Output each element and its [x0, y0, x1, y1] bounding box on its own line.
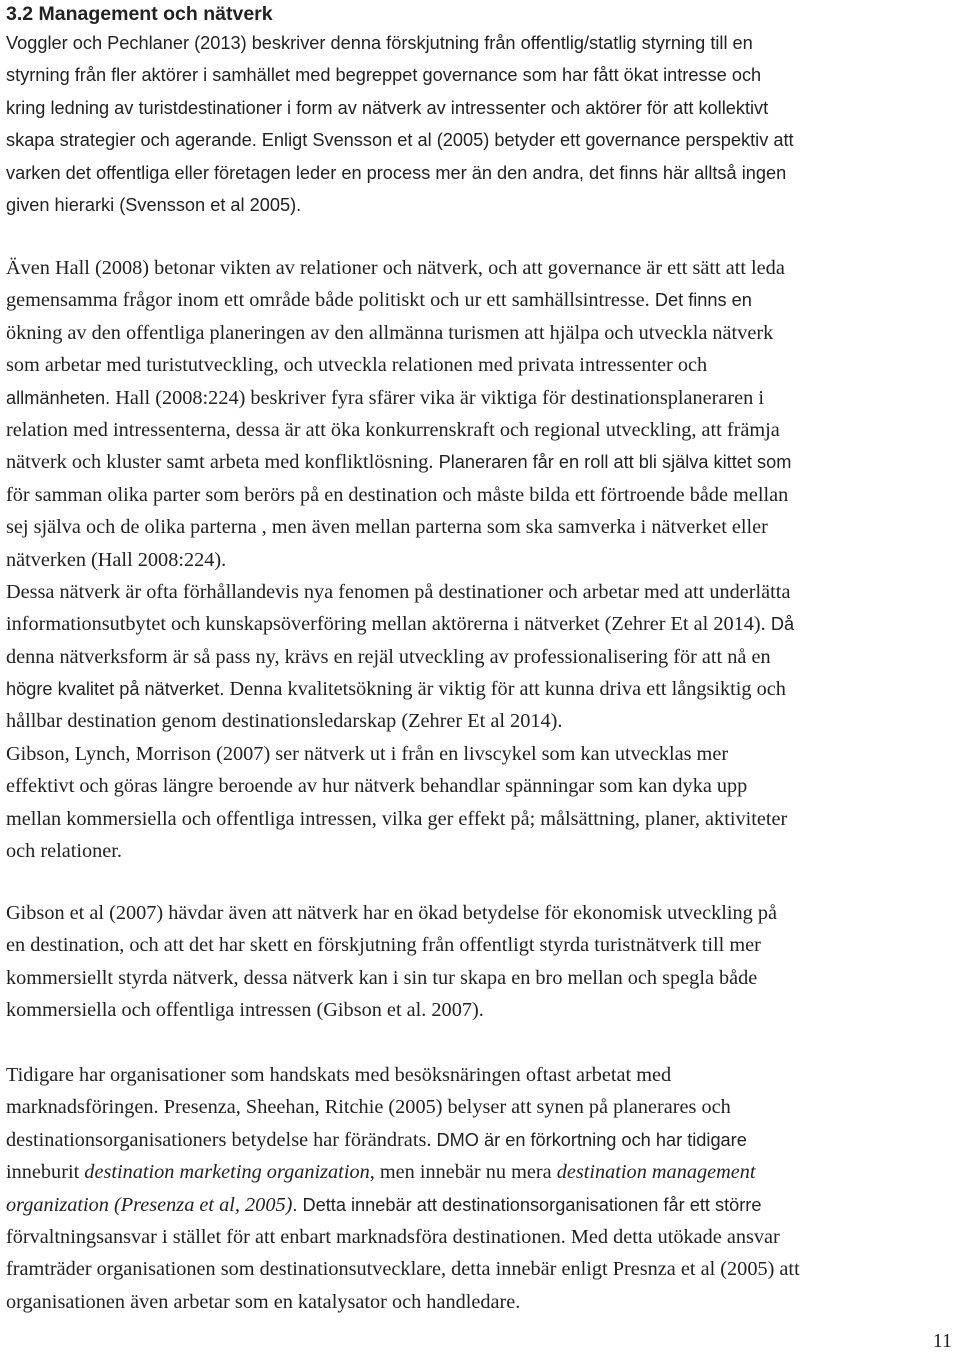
text-run: Då [770, 614, 795, 635]
paragraph-3 [6, 897, 958, 1027]
text-run: högre kvalitet på nätverket. [6, 679, 225, 700]
text-line: förvaltningsansvar i stället för att enbart marknadsföra destinationen. Med detta utökade ansvar [6, 1225, 780, 1248]
text-line: sej själva och de olika parterna , men även mellan parterna som ska samverka i nätverket eller [6, 516, 768, 539]
text-run: Denna kvalitetsökning är viktig för att kunna driva ett långsiktig och [229, 678, 786, 701]
text-run: , men innebär nu mera [369, 1161, 557, 1184]
page-number: 11 [932, 1330, 952, 1352]
text-line: denna nätverksform är så pass ny, krävs en rejäl utveckling av professionalisering för att nå en [6, 645, 771, 668]
section-heading: 3.2 Management och nätverk [6, 3, 273, 25]
text-line: som arbetar med turistutveckling, och utveckla relationen med privata intressenter och [6, 354, 708, 377]
text-run: nätverk och kluster samt arbeta med konfliktlösning. [6, 451, 434, 474]
text-line: Tidigare har organisationer som handskats med besöksnäringen oftast arbetat med [6, 1064, 672, 1086]
text-line [6, 284, 958, 316]
italic-run: organization (Presenza et al, 2005) [6, 1193, 293, 1216]
text-line: mellan kommersiella och offentliga intressen, vilka ger effekt på; målsättning, planer, aktiviteter [6, 807, 788, 830]
text-line [6, 446, 958, 478]
paragraph-2 [6, 252, 958, 867]
text-line [6, 1124, 958, 1156]
text-line: relation med intressenterna, dessa är att öka konkurrenskraft och regional utveckling, att främja [6, 418, 780, 441]
text-line: kring ledning av turistdestinationer i form av nätverk av intressenter och aktörer för att kollektivt [6, 97, 769, 118]
text-line [6, 1189, 958, 1221]
text-line: hållbar destination genom destinationsledarskap (Zehrer Et al 2014). [6, 710, 563, 733]
text-run: gemensamma frågor inom ett område både politiskt och ur ett samhällsintresse. [6, 289, 650, 312]
text-line: för samman olika parter som berörs på en destination och måste bilda ett förtroende både mellan [6, 483, 789, 506]
paragraph-1 [6, 27, 958, 221]
text-line: styrning från fler aktörer i samhället med begreppet governance som har fått ökat intresse och [6, 65, 762, 86]
italic-run: destination management [556, 1161, 756, 1184]
text-line [6, 673, 958, 705]
text-line: framträder organisationen som destinationsutvecklare, detta innebär enligt Presnza et al (2005) att [6, 1258, 800, 1281]
text-line [6, 1156, 958, 1188]
text-line: marknadsföringen. Presenza, Sheehan, Ritchie (2005) belyser att synen på planerares och [6, 1096, 731, 1119]
text-line: kommersiella och offentliga intressen (Gibson et al. 2007). [6, 999, 484, 1022]
text-line: kommersiellt styrda nätverk, dessa nätverk kan i sin tur skapa en bro mellan och spegla både [6, 966, 758, 989]
text-line: organisationen även arbetar som en katalysator och handledare. [6, 1290, 521, 1313]
paragraph-4 [6, 1059, 958, 1318]
text-run: destinationsorganisationers betydelse har förändrats. [6, 1128, 432, 1151]
text-line: Dessa nätverk är ofta förhållandevis nya fenomen på destinationer och arbetar med att underlätta [6, 580, 791, 603]
text-line: given hierarki (Svensson et al 2005). [6, 194, 302, 215]
text-line: Gibson, Lynch, Morrison (2007) ser nätverk ut i från en livscykel som kan utvecklas mer [6, 742, 729, 765]
text-run: allmänheten. [6, 387, 111, 408]
text-run: . Detta innebär att destinationsorganisationen får ett större [292, 1194, 762, 1215]
text-run: Planeraren får en roll att bli själva kittet som [438, 452, 792, 473]
italic-run: destination marketing organization [84, 1161, 370, 1184]
text-line: ökning av den offentliga planeringen av den allmänna turismen att hjälpa och utveckla nätverk [6, 321, 774, 344]
text-line: Gibson et al (2007) hävdar även att nätverk har en ökad betydelse för ekonomisk utveckling på [6, 902, 778, 924]
text-line: en destination, och att det har skett en förskjutning från offentligt styrda turistnätverk till mer [6, 934, 761, 957]
text-line: och relationer. [6, 840, 123, 863]
text-line: nätverken (Hall 2008:224). [6, 548, 227, 571]
text-line [6, 608, 958, 640]
text-line: Voggler och Pechlaner (2013) beskriver denna förskjutning från offentlig/statlig styrning till en [6, 33, 753, 53]
text-run: Hall (2008:224) beskriver fyra sfärer vika är viktiga för destinationsplaneraren i [115, 386, 764, 409]
text-run: inneburit [6, 1161, 85, 1184]
text-line: effektivt och göras längre beroende av hur nätverk behandlar spänningar som kan dyka upp [6, 775, 748, 798]
text-line: skapa strategier och agerande. Enligt Svensson et al (2005) betyder ett governance perspektiv att [6, 130, 794, 151]
text-line: Även Hall (2008) betonar vikten av relationer och nätverk, och att governance är ett sätt att leda [6, 257, 785, 279]
text-run: DMO är en förkortning och har tidigare [436, 1129, 747, 1150]
text-run: informationsutbytet och kunskapsöverföring mellan aktörerna i nätverket (Zehrer Et al 2014). [6, 613, 766, 636]
text-line [6, 382, 958, 414]
text-run: Det finns en [654, 290, 752, 311]
text-line: varken det offentliga eller företagen leder en process mer än den andra, det finns här alltså ingen [6, 162, 787, 183]
